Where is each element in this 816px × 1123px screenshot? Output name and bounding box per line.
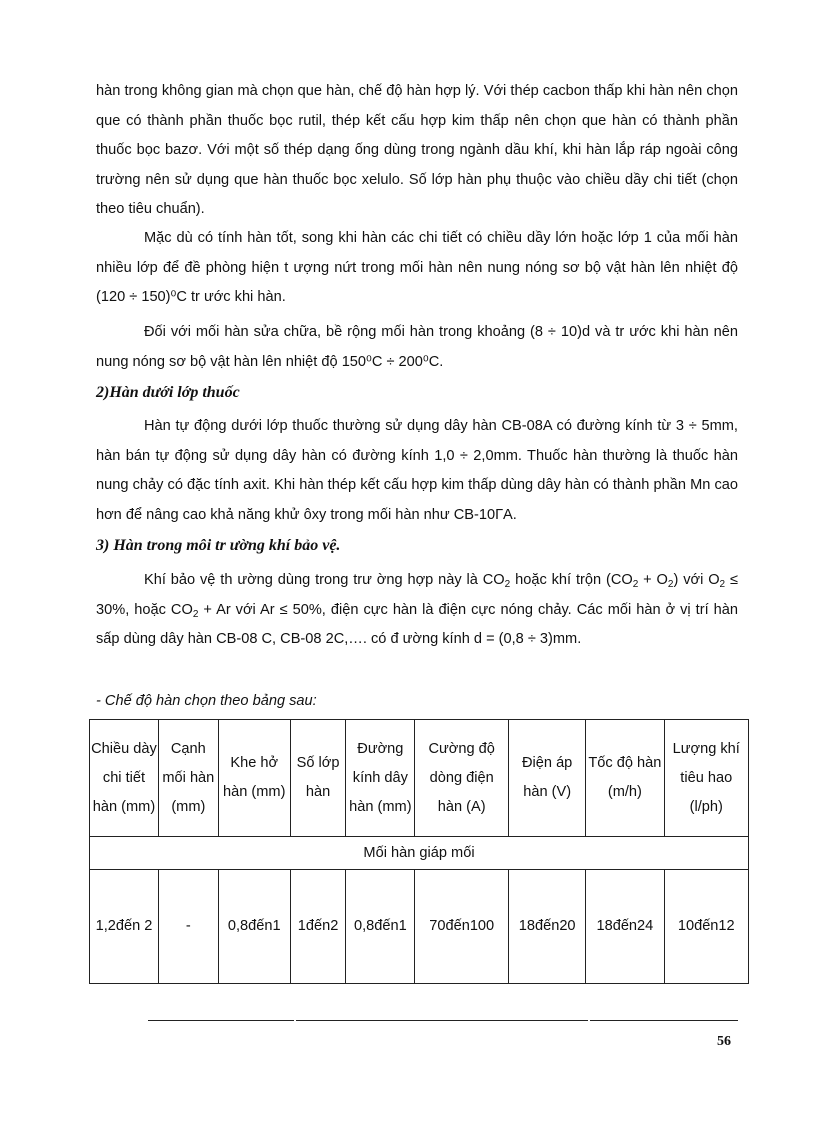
paragraph-4: Hàn tự động dưới lớp thuốc thường sử dụng dây hàn CB-08A có đường kính từ 3 ÷ 5mm, hàn bán tự động sử dụng dây hàn có đường kính 1,0 ÷ 2,0mm. Thuốc hàn thường là thuốc hàn nung chảy có đặc tính axit. Khi hàn thép kết cấu hợp kim thấp dùng dây hàn có thành phần Mn cao hơn để nâng cao khả năng khử ôxy trong mối hàn như CB-10ГA. [96,418,738,523]
header-speed: Tốc độ hàn (m/h) [586,720,664,837]
header-wire-diameter: Đường kính dây hàn (mm) [346,720,415,837]
table-header-row [90,720,749,837]
header-voltage: Điện áp hàn (V) [509,720,586,837]
cell-layers: 1đến2 [290,870,346,984]
footer-rule-left [148,1020,294,1021]
header-current: Cường độ dòng điện hàn (A) [415,720,509,837]
cell-fillet-edge: - [158,870,218,984]
group-label-butt-weld: Mối hàn giáp mối [90,837,749,870]
header-layers: Số lớp hàn [290,720,346,837]
cell-gap: 0,8đến1 [218,870,290,984]
cell-speed: 18đến24 [586,870,664,984]
table-group-row [90,837,749,870]
heading-gas-shielded: 3) Hàn trong môi tr ường khí bảo vệ. [96,537,341,554]
paragraph-2: Mặc dù có tính hàn tốt, song khi hàn các chi tiết có chiều dầy lớn hoặc lớp 1 của mối hàn nhiều lớp để đề phòng hiện t ượng nứt trong mối hàn nên nung nóng sơ bộ vật hàn lên nhiệt độ (120 ÷ 150)⁰C tr ước khi hàn. [96,230,738,305]
table-caption: - Chế độ hàn chọn theo bảng sau: [96,693,317,709]
cell-wire-diameter: 0,8đến1 [346,870,415,984]
paragraph-3: Đối với mối hàn sửa chữa, bề rộng mối hàn trong khoảng (8 ÷ 10)d và tr ước khi hàn nên nung nóng sơ bộ vật hàn lên nhiệt độ 150⁰C ÷ 200⁰C. [96,324,738,370]
header-gap: Khe hở hàn (mm) [218,720,290,837]
heading-submerged-arc: 2)Hàn dưới lớp thuốc [96,384,240,401]
footer-rule-right [590,1020,738,1021]
welding-parameters-table [89,719,749,984]
cell-thickness: 1,2đến 2 [90,870,159,984]
table-row [90,870,749,984]
paragraph-5: Khí bảo vệ th ường dùng trong trư ờng hợp này là $CO_2$ hoặc khí trộn $(CO_2 + O_2)$ với $O_2 \le 30\%$, hoặc $CO_2 + Ar$ với Ar ≤ 50%, điện cực hàn là điện cực nóng chảy. Các mối hàn ở vị trí hàn sấp dùng dây hàn CB-08 C, CB-08 2C,…. có đ ường kính d = (0,8 ÷ 3)mm. [96,572,738,647]
paragraph-1: hàn trong không gian mà chọn que hàn, chế độ hàn hợp lý. Với thép cacbon thấp khi hàn nên chọn que có thành phần thuốc bọc rutil, thép kết cấu hợp kim thấp nên chọn que hàn có thành phần thuốc bọc bazơ. Với một số thép dạng ống dùng trong ngành dầu khí, khi hàn lắp ráp ngoài công trường nên sử dụng que hàn thuốc bọc xelulo. Số lớp hàn phụ thuộc vào chiều dầy chi tiết (chọn theo tiêu chuẩn). [96,83,738,217]
page-number: 56 [717,1034,731,1049]
footer-rule-middle [296,1020,588,1021]
cell-gas-consumption: 10đến12 [664,870,748,984]
header-fillet-edge: Cạnh mối hàn (mm) [158,720,218,837]
cell-voltage: 18đến20 [509,870,586,984]
header-gas-consumption: Lượng khí tiêu hao (l/ph) [664,720,748,837]
cell-current: 70đến100 [415,870,509,984]
header-thickness: Chiều dày chi tiết hàn (mm) [90,720,159,837]
